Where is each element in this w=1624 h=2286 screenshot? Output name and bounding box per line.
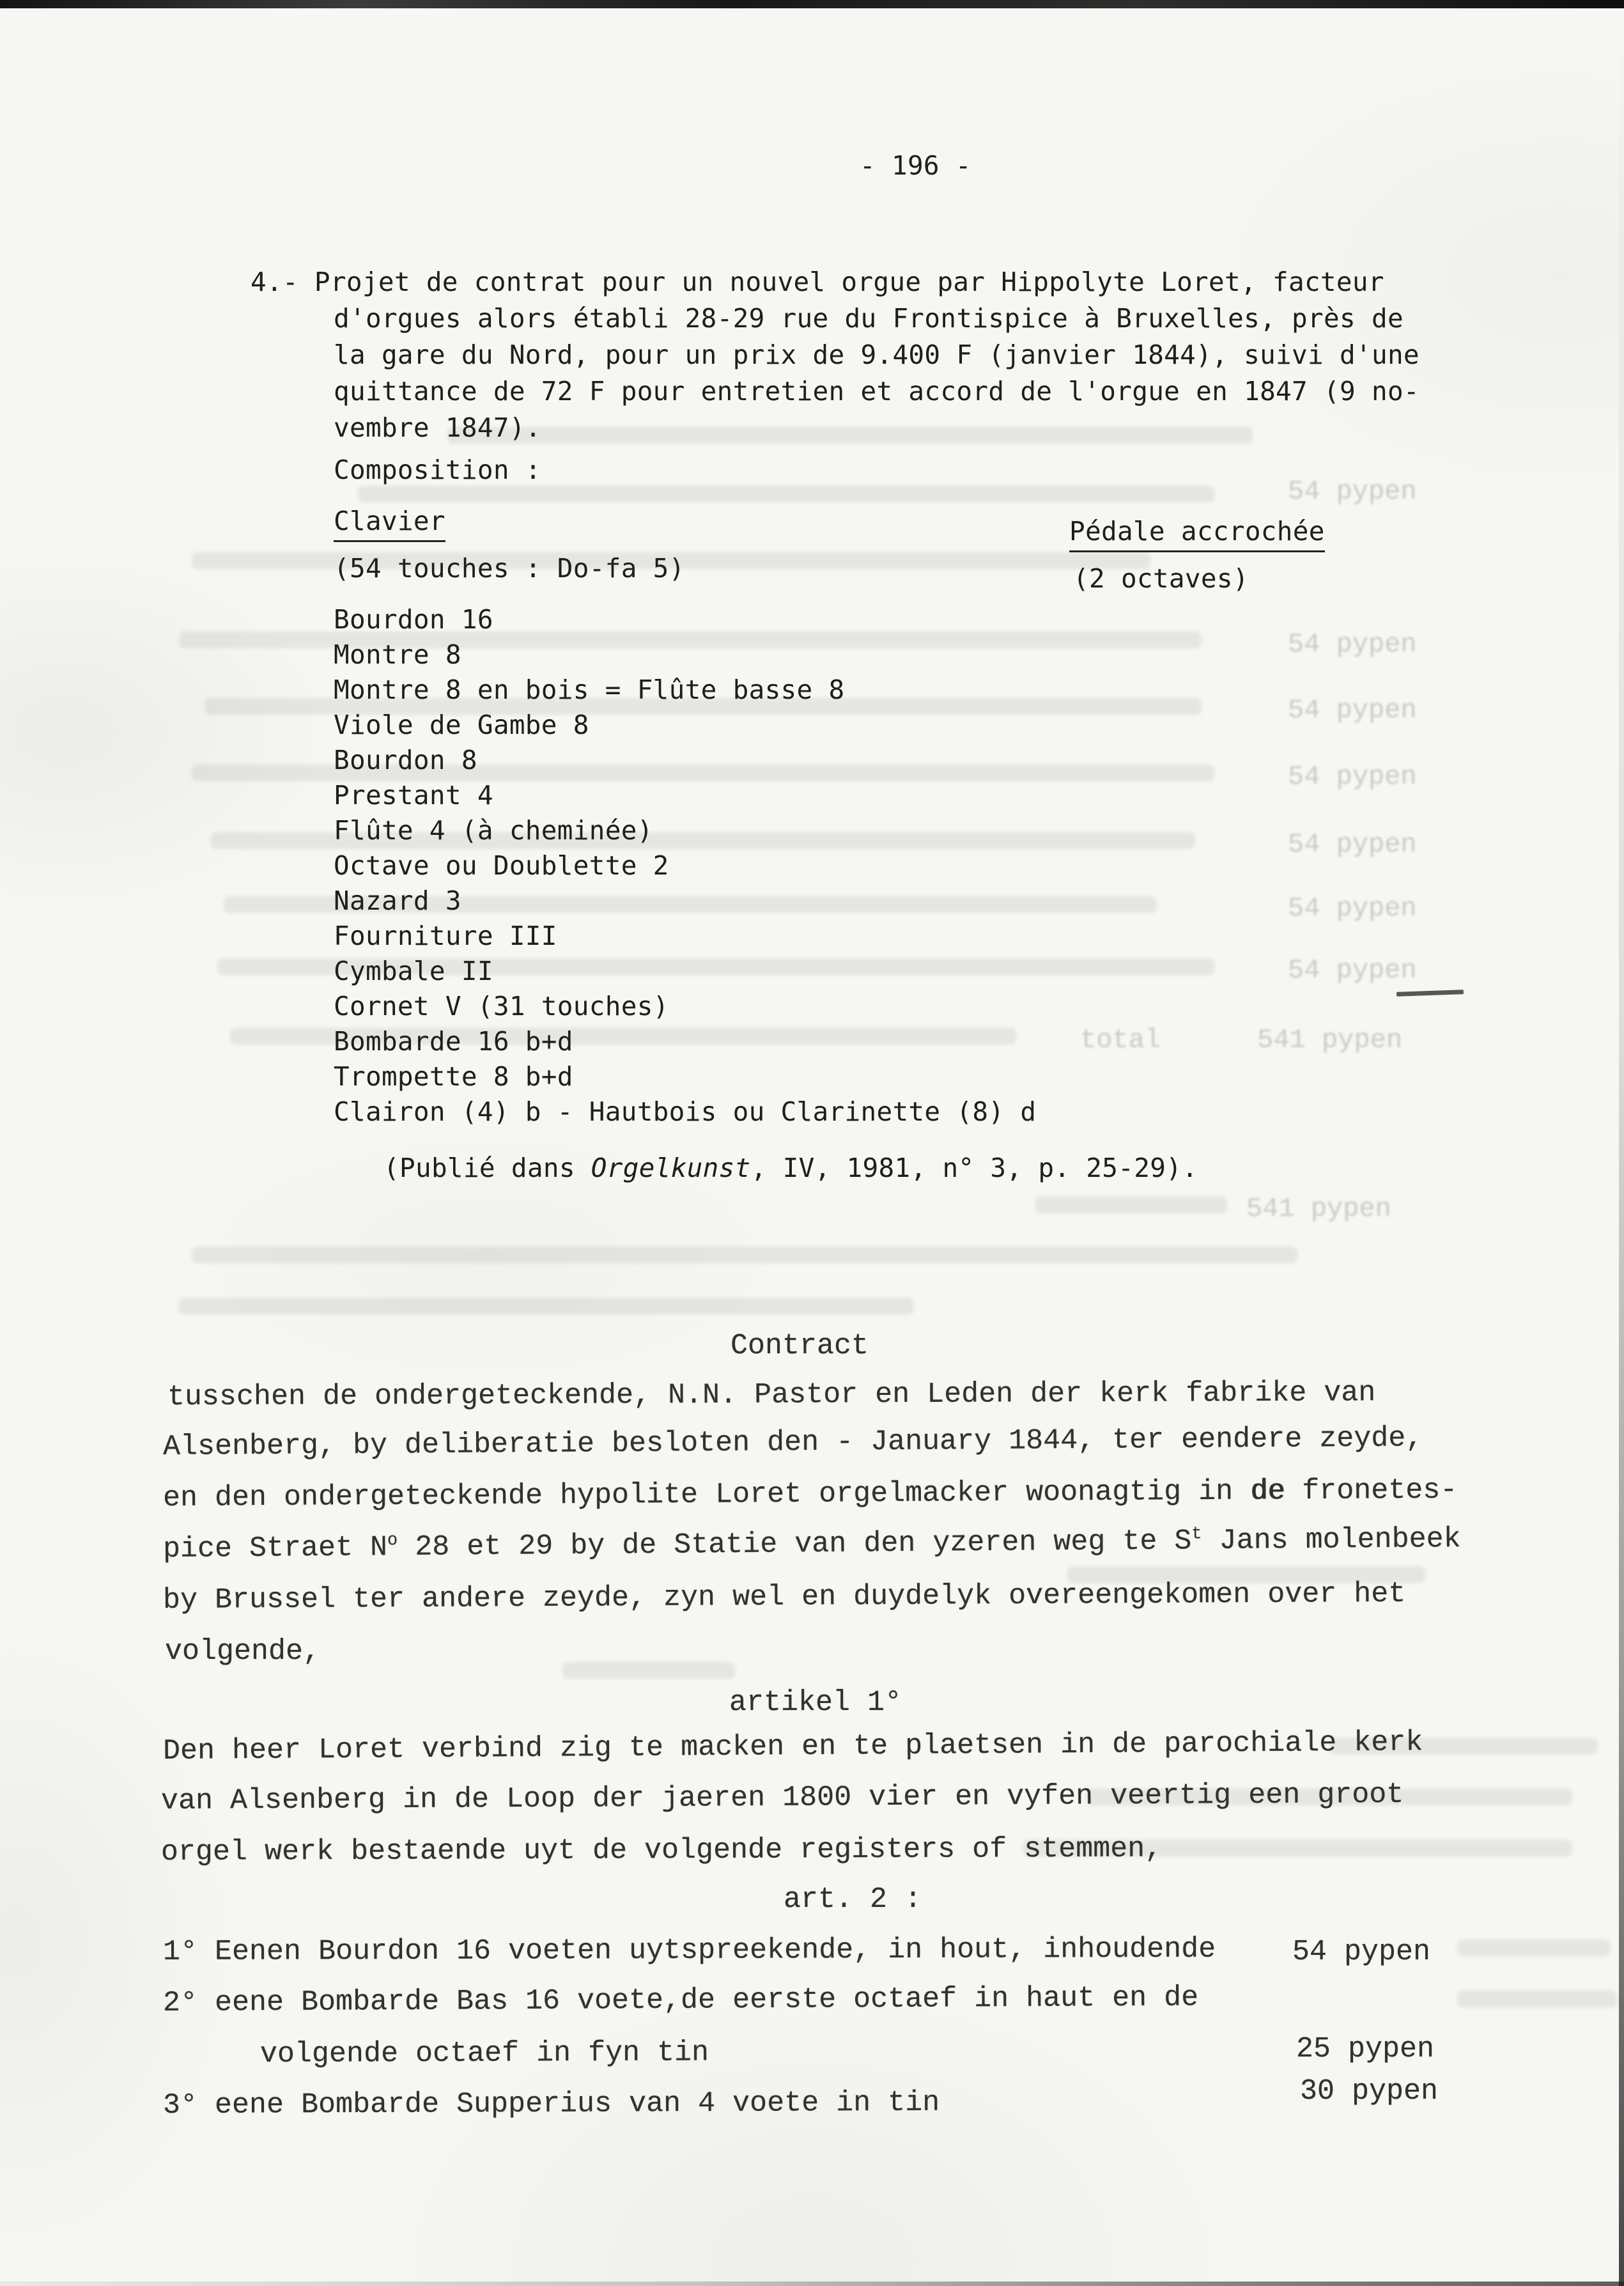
catalog-entry-line: 4.- Projet de contrat pour un nouvel orgue par Hippolyte Loret, facteur [251,267,1384,297]
ghost-bar [192,1247,1297,1263]
ghost-text: total 541 pypen [1080,1025,1403,1055]
stop-item: Prestant 4 [334,780,493,811]
ghost-text: 54 pypen [1288,761,1417,792]
contract-line: van Alsenberg in de Loop der jaeren 1800 vier en vyfen veertig een groot [160,1778,1404,1817]
contract-line-part: en den ondergeteckende hypolite Loret orgelmacker woonagtig in [162,1475,1251,1514]
register-item: 2° eene Bombarde Bas 16 voete,de eerste octaef in haut en de [162,1981,1199,2019]
superscript: t [1191,1525,1202,1544]
publication-journal: Orgelkunst [591,1153,751,1183]
contract-line-part: fronetes- [1285,1473,1458,1508]
ghost-bar [1457,1991,1617,2007]
pypen-value: 54 pypen [1292,1936,1431,1968]
scan-edge-bottom [0,2282,1624,2286]
contract-line [163,1524,1461,1564]
ghost-text: 54 pypen [1288,893,1417,924]
contract-line: Den heer Loret verbind zig te macken en te plaetsen in de parochiale kerk [162,1726,1423,1768]
contract-line-part: 28 et 29 by de Statie van den yzeren weg te S [398,1525,1192,1564]
page-number: - 196 - [860,150,971,181]
ghost-bar [1457,1940,1611,1956]
contract-title: Contract [731,1330,869,1362]
pedal-range: (2 octaves) [1073,563,1249,594]
ghost-text: 541 pypen [1246,1194,1391,1224]
ghost-text: 54 pypen [1288,695,1417,726]
ghost-bar [179,1298,914,1314]
superscript: o [387,1531,398,1551]
register-item-continuation: volgende octaef in fyn tin [259,2036,709,2071]
composition-label: Composition : [334,455,541,485]
catalog-entry-line: la gare du Nord, pour un prix de 9.400 F (janvier 1844), suivi d'une [334,339,1419,370]
scan-edge-top [0,0,1624,8]
stop-item: Bourdon 8 [334,745,477,775]
ghost-text: 54 pypen [1288,829,1417,860]
catalog-entry-line: quittance de 72 F pour entretien et accord de l'orgue en 1847 (9 no- [334,376,1419,407]
ghost-bar [1035,1197,1227,1213]
ghost-text: 54 pypen [1288,955,1417,986]
ghost-bar [358,486,1214,502]
stop-item: Nazard 3 [334,885,461,916]
ink-mark [1396,990,1464,997]
scan-edge-right [1619,0,1624,2286]
contract-line [163,1475,1458,1514]
catalog-entry-line: vembre 1847). [334,412,541,443]
stop-item: Fourniture III [334,921,557,951]
ghost-bar [447,427,1253,444]
pypen-value: 25 pypen [1296,2033,1435,2065]
contract-line: volgende, [165,1635,321,1668]
stop-item: Montre 8 [334,639,461,670]
ghost-text: 54 pypen [1288,476,1417,507]
publication-note [383,1155,1198,1182]
contract-line: Alsenberg, by deliberatie besloten den - January 1844, ter eendere zeyde, [162,1422,1423,1463]
stop-item: Octave ou Doublette 2 [334,850,669,881]
article-heading: art. 2 : [784,1883,922,1916]
register-item: 1° Eenen Bourdon 16 voeten uytspreekende, in hout, inhoudende [162,1932,1216,1968]
contract-line: by Brussel ter andere zeyde, zyn wel en duydelyk overeengekomen over het [162,1577,1406,1617]
stop-item: Cornet V (31 touches) [334,991,669,1022]
pypen-value: 30 pypen [1300,2075,1439,2108]
ghost-text: 54 pypen [1288,629,1417,660]
contract-line: tusschen de ondergeteckende, N.N. Pastor en Leden der kerk fabrike van [167,1376,1376,1413]
stop-item: Flûte 4 (à cheminée) [334,815,653,846]
publication-suffix: , IV, 1981, n° 3, p. 25-29). [750,1153,1198,1183]
stop-item: Montre 8 en bois = Flûte basse 8 [334,674,845,705]
stop-item: Bourdon 16 [334,604,493,635]
contract-line-part: pice Straet N [162,1531,388,1566]
manual-heading: Clavier [334,508,445,542]
stop-item: Trompette 8 b+d [334,1061,573,1092]
overstruck-word: de [1250,1475,1285,1508]
stop-item: Bombarde 16 b+d [334,1026,573,1057]
register-item: 3° eene Bombarde Supperius van 4 voete in tin [162,2086,940,2122]
contract-line: orgel werk bestaende uyt de volgende registers of stemmen, [160,1832,1163,1869]
ghost-bar [562,1662,735,1679]
contract-line-part: Jans molenbeek [1202,1523,1461,1558]
catalog-entry-line: d'orgues alors établi 28-29 rue du Frontispice à Bruxelles, près de [334,303,1404,334]
pedal-heading: Pédale accrochée [1069,518,1325,552]
publication-prefix: (Publié dans [383,1153,591,1183]
article-heading: artikel 1° [729,1686,902,1719]
stop-item: Clairon (4) b - Hautbois ou Clarinette (8) d [334,1096,1037,1127]
stop-item: Cymbale II [334,956,493,986]
ghost-bar [179,632,1202,648]
stop-item: Viole de Gambe 8 [334,710,589,740]
manual-range: (54 touches : Do-fa 5) [334,553,685,584]
